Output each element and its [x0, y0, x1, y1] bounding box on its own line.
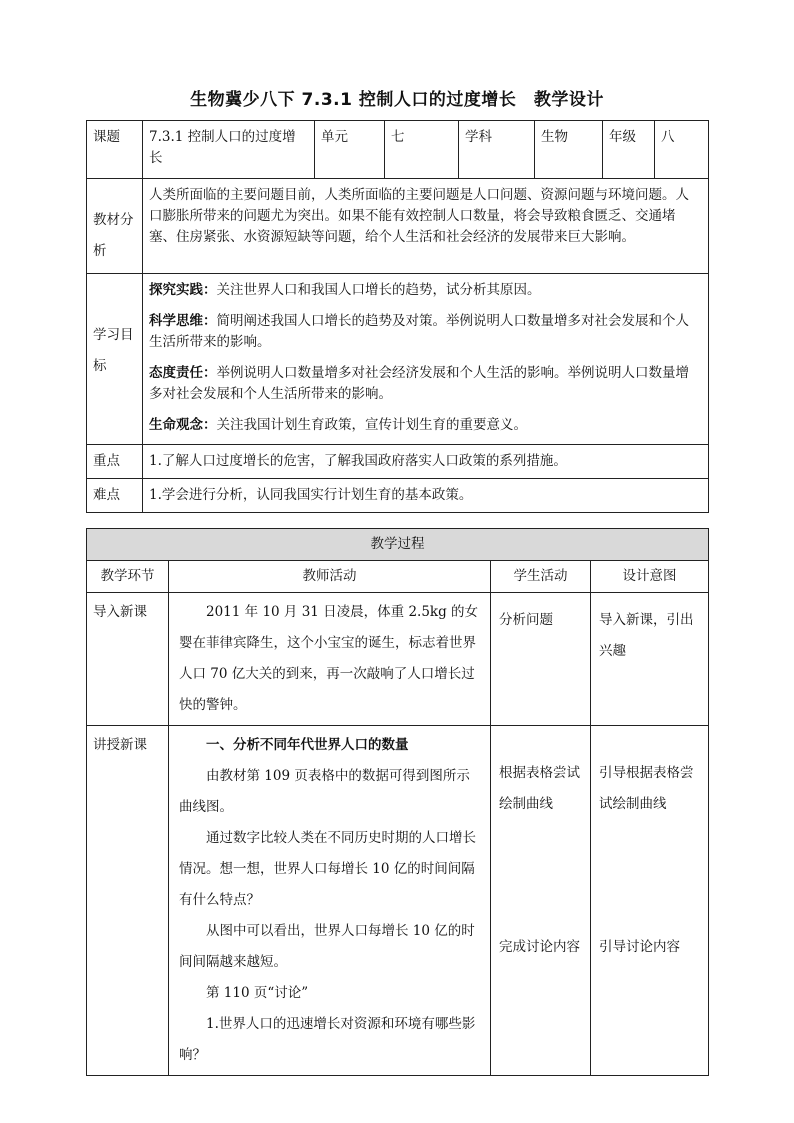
section-heading: 一、分析不同年代世界人口的数量 [206, 737, 409, 753]
grade-label: 年级 [603, 121, 655, 179]
table-row [87, 726, 709, 1076]
objective-key: 科学思维： [149, 313, 217, 329]
objective-text: 关注我国计划生育政策，宣传计划生育的重要意义。 [216, 417, 527, 433]
objectives-list [143, 274, 709, 445]
difficult-point-text: 1.学会进行分析，认同我国实行计划生育的基本政策。 [143, 479, 709, 513]
difficult-point-label: 难点 [87, 479, 143, 513]
objective-text: 简明阐述我国人口增长的趋势及对策。举例说明人口数量增多对社会发展和个人生活所带来的影响。 [149, 313, 689, 350]
objective-item [149, 311, 702, 353]
stage-teaching: 讲授新课 [87, 726, 169, 1076]
student-activity-text: 完成讨论内容 [499, 939, 580, 955]
key-point-text: 1.了解人口过度增长的危害，了解我国政府落实人口政策的系列措施。 [143, 445, 709, 479]
column-header-stage: 教学环节 [87, 561, 169, 593]
objective-item [149, 363, 702, 405]
teacher-paragraph: 2011 年 10 月 31 日凌晨，体重 2.5kg 的女婴在菲律宾降生，这个小宝宝的诞生，标志着世界人口 70 亿大关的到来，再一次敲响了人口增长过快的警钟。 [179, 604, 479, 713]
subject-label: 学科 [459, 121, 535, 179]
teacher-paragraph: 1.世界人口的迅速增长对资源和环境有哪些影响？ [179, 1016, 476, 1063]
objective-item [149, 415, 702, 436]
student-activity-teaching [491, 726, 591, 1076]
objective-key: 探究实践： [149, 282, 217, 298]
column-header-intent: 设计意图 [591, 561, 709, 593]
topic-label: 课题 [87, 121, 143, 179]
analysis-label: 教材分析 [87, 179, 143, 274]
objective-text: 关注世界人口和我国人口增长的趋势，试分析其原因。 [216, 282, 541, 298]
teacher-paragraph: 第 110 页“讨论” [206, 985, 309, 1001]
objectives-label: 学习目标 [87, 274, 143, 445]
page-title: 生物冀少八下 7.3.1 控制人口的过度增长 教学设计 [190, 90, 604, 110]
teacher-activity-teaching [169, 726, 491, 1076]
design-intent-text: 引导讨论内容 [599, 939, 680, 955]
stage-intro: 导入新课 [87, 593, 169, 726]
teacher-paragraph: 由教材第 109 页表格中的数据可得到图所示曲线图。 [179, 768, 470, 815]
student-activity-intro: 分析问题 [491, 593, 591, 726]
column-header-student: 学生活动 [491, 561, 591, 593]
grade-value: 八 [655, 121, 709, 179]
column-header-teacher: 教师活动 [169, 561, 491, 593]
objective-key: 态度责任： [149, 365, 217, 381]
info-table [86, 120, 709, 513]
process-table [86, 528, 709, 1076]
unit-label: 单元 [315, 121, 385, 179]
student-activity-text: 根据表格尝试绘制曲线 [499, 765, 580, 812]
design-intent-teaching [591, 726, 709, 1076]
process-header: 教学过程 [87, 529, 709, 561]
topic-value: 7.3.1 控制人口的过度增长 [143, 121, 315, 179]
unit-value: 七 [385, 121, 459, 179]
analysis-text: 人类所面临的主要问题目前，人类所面临的主要问题是人口问题、资源问题与环境问题。人口膨胀所带来的问题尤为突出。如果不能有效控制人口数量，将会导致粮食匮乏、交通堵塞、住房紧张、水资源短缺等问题，给个人生活和社会经济的发展带来巨大影响。 [143, 179, 709, 274]
teacher-paragraph: 通过数字比较人类在不同历史时期的人口增长情况。想一想，世界人口每增长 10 亿的时间间隔有什么特点？ [179, 830, 476, 908]
objective-text: 举例说明人口数量增多对社会经济发展和个人生活的影响。举例说明人口数量增多对社会发展和个人生活所带来的影响。 [149, 365, 689, 402]
table-row [87, 593, 709, 726]
objective-item [149, 280, 702, 301]
objective-key: 生命观念： [149, 417, 217, 433]
teacher-activity-intro [169, 593, 491, 726]
design-intent-intro: 导入新课，引出兴趣 [591, 593, 709, 726]
design-intent-text: 引导根据表格尝试绘制曲线 [599, 765, 694, 812]
teacher-paragraph: 从图中可以看出，世界人口每增长 10 亿的时间间隔越来越短。 [179, 923, 475, 970]
subject-value: 生物 [535, 121, 603, 179]
key-point-label: 重点 [87, 445, 143, 479]
